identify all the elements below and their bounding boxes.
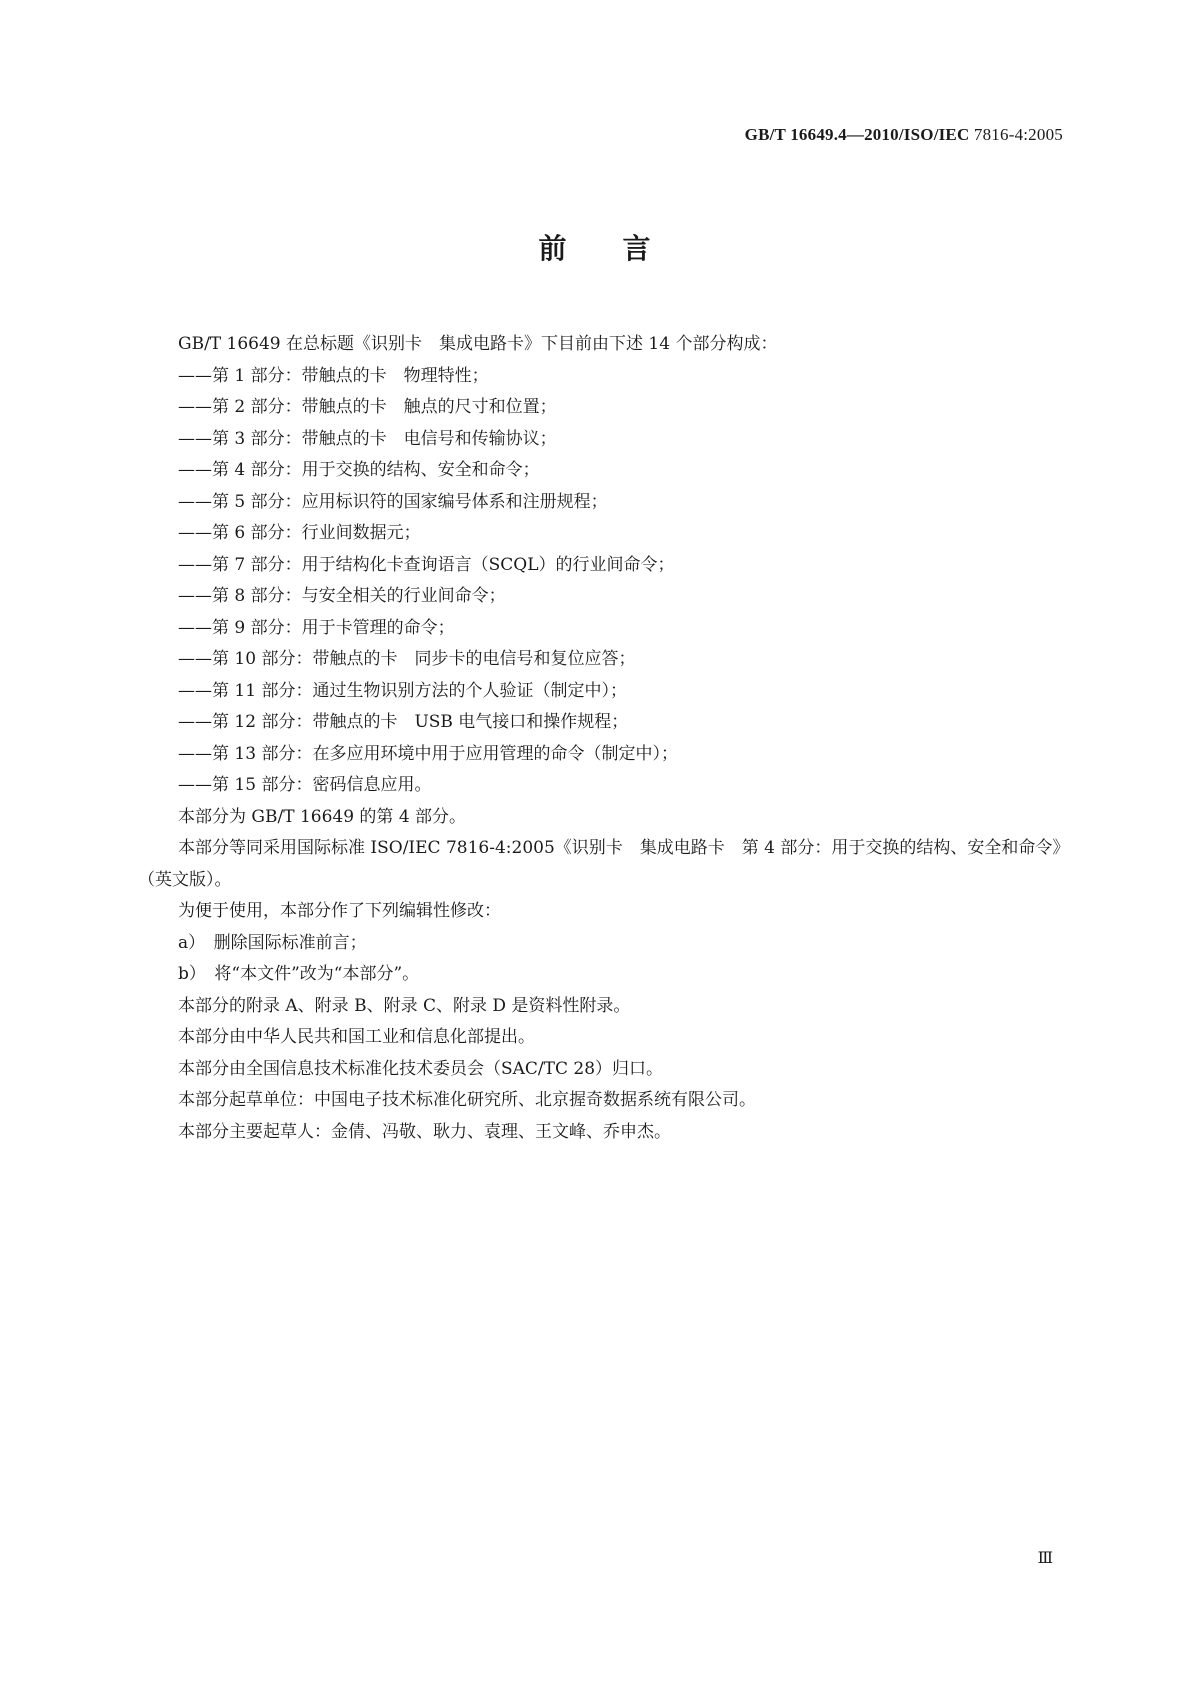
standard-code-header bbox=[745, 125, 1063, 145]
title-char-1: 前 bbox=[538, 232, 569, 265]
list-item: ——第 3 部分：带触点的卡 电信号和传输协议； bbox=[178, 428, 557, 449]
list-item: ——第 8 部分：与安全相关的行业间命令； bbox=[178, 586, 506, 606]
list-item: ——第 12 部分：带触点的卡 USB 电气接口和操作规程； bbox=[178, 712, 629, 732]
title-char-2: 言 bbox=[622, 232, 653, 265]
list-item: ——第 2 部分：带触点的卡 触点的尺寸和位置； bbox=[178, 397, 557, 417]
edit-item: b） 将“本文件”改为“本部分”。 bbox=[178, 964, 420, 984]
drafting-units-paragraph: 本部分起草单位：中国电子技术标准化研究所、北京握奇数据系统有限公司。 bbox=[178, 1090, 756, 1110]
list-item: ——第 9 部分：用于卡管理的命令； bbox=[178, 617, 455, 638]
intro-paragraph: GB/T 16649 在总标题《识别卡 集成电路卡》下目前由下述 14 个部分构成： bbox=[178, 334, 778, 354]
edits-intro-paragraph: 为便于使用，本部分作了下列编辑性修改： bbox=[178, 901, 501, 921]
list-item: ——第 5 部分：应用标识符的国家编号体系和注册规程； bbox=[178, 491, 608, 512]
proposed-by-paragraph: 本部分由中华人民共和国工业和信息化部提出。 bbox=[178, 1027, 535, 1047]
list-item: ——第 10 部分：带触点的卡 同步卡的电信号和复位应答； bbox=[178, 649, 636, 669]
page-number: Ⅲ bbox=[1037, 1550, 1053, 1567]
drafters-paragraph: 本部分主要起草人：金倩、冯敬、耿力、袁理、王文峰、乔申杰。 bbox=[178, 1121, 671, 1142]
list-item: ——第 15 部分：密码信息应用。 bbox=[178, 775, 432, 795]
list-item: ——第 4 部分：用于交换的结构、安全和命令； bbox=[178, 460, 540, 480]
standard-code-rest: 7816-4:2005 bbox=[969, 125, 1063, 144]
list-item: ——第 6 部分：行业间数据元； bbox=[178, 523, 421, 543]
adoption-paragraph: 本部分等同采用国际标准 ISO/IEC 7816-4:2005《识别卡 集成电路卡 第 4 部分：用于交换的结构、安全和命令》（英文版）。 bbox=[138, 838, 1061, 890]
part-of-paragraph: 本部分为 GB/T 16649 的第 4 部分。 bbox=[178, 806, 467, 827]
annex-paragraph: 本部分的附录 A、附录 B、附录 C、附录 D 是资料性附录。 bbox=[178, 995, 631, 1016]
edit-item: a） 删除国际标准前言； bbox=[178, 932, 367, 953]
centralized-by-paragraph: 本部分由全国信息技术标准化技术委员会（SAC/TC 28）归口。 bbox=[178, 1058, 664, 1079]
page-title bbox=[0, 227, 1191, 267]
list-item: ——第 13 部分：在多应用环境中用于应用管理的命令（制定中）； bbox=[178, 743, 678, 764]
foreword-body bbox=[138, 329, 1063, 1148]
list-item: ——第 11 部分：通过生物识别方法的个人验证（制定中）； bbox=[178, 680, 627, 701]
standard-code-bold: GB/T 16649.4—2010/ISO/IEC bbox=[744, 125, 970, 144]
parts-list bbox=[138, 361, 1063, 802]
list-item: ——第 1 部分：带触点的卡 物理特性； bbox=[178, 365, 489, 386]
list-item: ——第 7 部分：用于结构化卡查询语言（SCQL）的行业间命令； bbox=[178, 554, 675, 575]
